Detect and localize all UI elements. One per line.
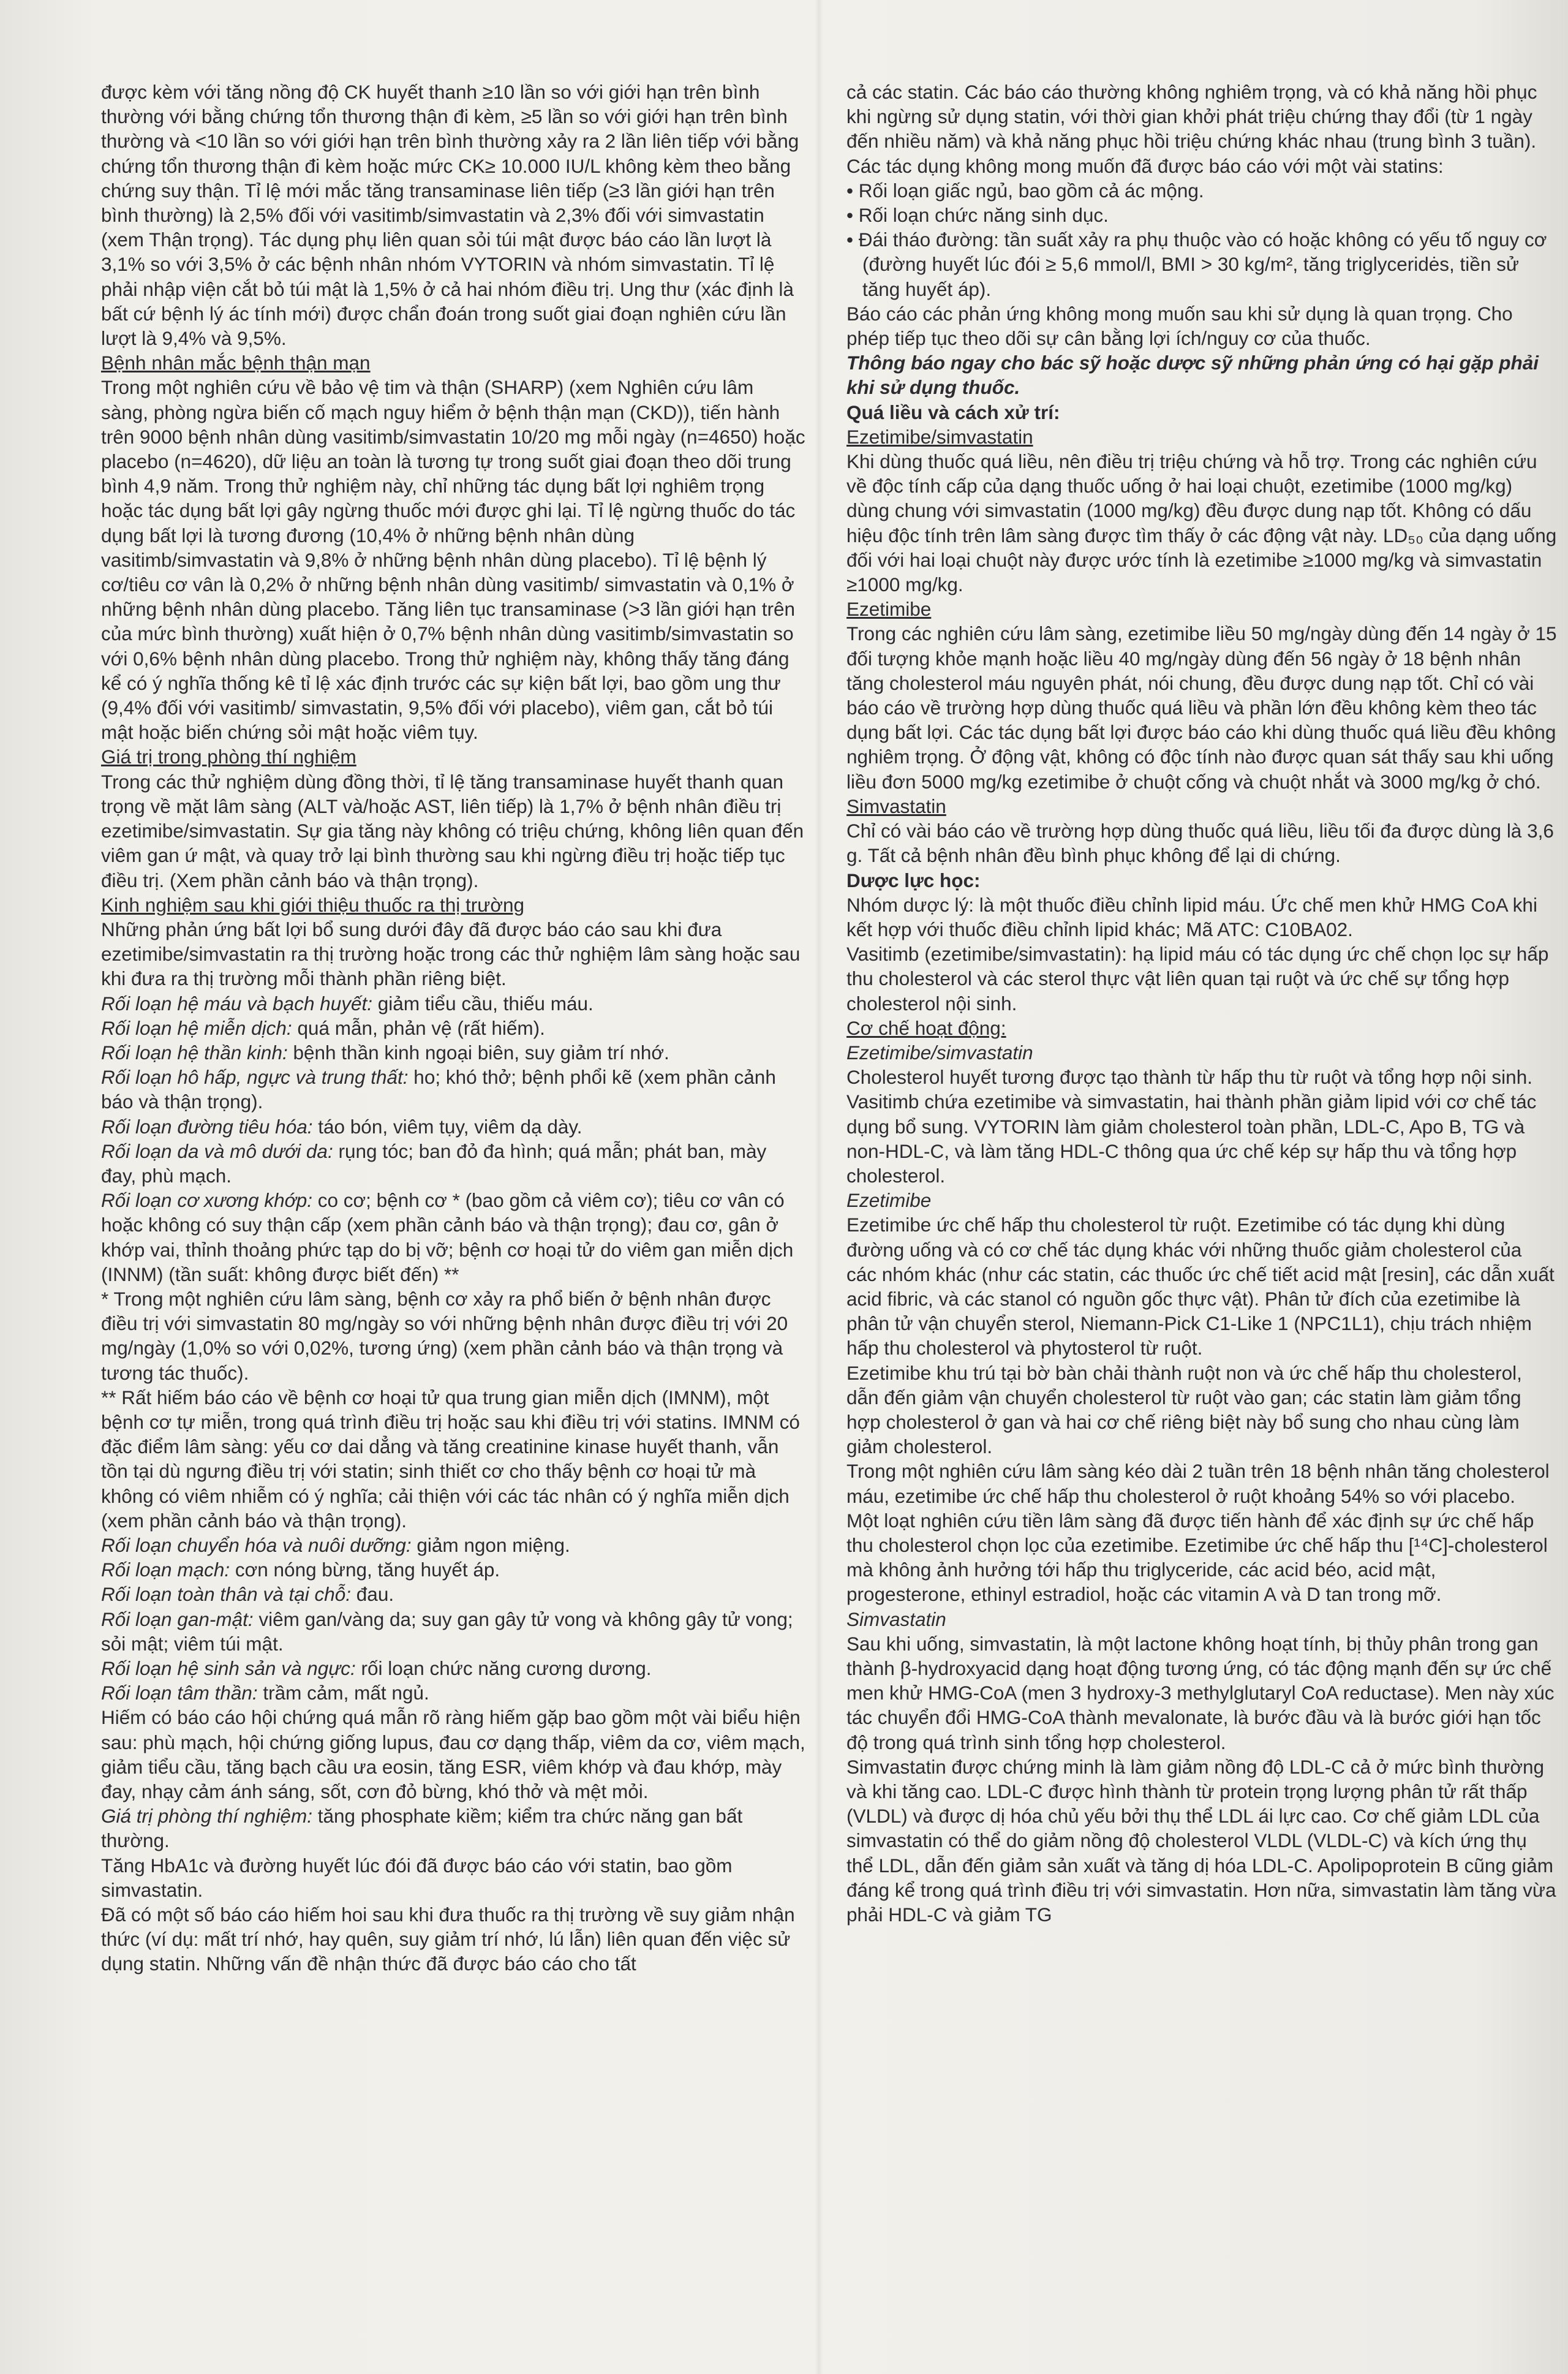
left-column [101,80,805,1976]
left-paragraph: Đã có một số báo cáo hiếm hoi sau khi đưa thuốc ra thị trường về suy giảm nhận thức (ví dụ: mất trí nhớ, hay quên, suy giảm trí nhớ, lú lẫn) liên quan đến việc sử dụng statin. Những vấn đề nhận thức đã được báo cáo cho tất [101,1903,795,1975]
left-entry [101,1040,805,1065]
left-entry [101,1139,805,1188]
entry-label: Rối loạn hô hấp, ngực và trung thất: [101,1066,409,1089]
right-section-heading: Simvastatin [846,795,946,817]
entry-label: Rối loạn toàn thân và tại chỗ: [101,1583,352,1606]
left-entry [101,991,805,1016]
left-entry [101,1533,805,1557]
left-entry [101,1065,805,1114]
entry-label: Rối loạn mạch: [101,1559,230,1581]
entry-label: Rối loạn da và mô dưới da: [101,1140,333,1162]
left-section-heading: Bệnh nhân mắc bệnh thận mạn [101,352,371,374]
left-section-heading: Giá trị trong phòng thí nghiệm [101,746,356,768]
entry-text: bệnh thần kinh ngoại biên, suy giảm trí nhớ. [287,1041,669,1064]
right-paragraph: cả các statin. Các báo cáo thường không nghiêm trọng, và có khả năng hồi phục khi ngừng sử dụng statin, với thời gian khởi phát triệu chứng thay đổi (từ 1 ngày đến nhiều năm) và khả năng phục hồi triệu chứng khác nhau (trung bình 3 tuần). [846,81,1537,153]
right-paragraph: Một loạt nghiên cứu tiền lâm sàng đã được tiến hành để xác định sự ức chế hấp thu cholesterol chọn lọc của ezetimibe. Ezetimibe ức chế hấp thu [¹⁴C]-cholesterol mà không ảnh hưởng tới hấp thu triglyceride, các acid béo, acid mật, progesterone, ethinyl estradiol, hoặc các vitamin A và D tan trong mỡ. [846,1509,1548,1606]
entry-text: rối loạn chức năng cương dương. [355,1657,652,1679]
entry-label: Rối loạn hệ máu và bạch huyết: [101,992,373,1015]
right-paragraph: Nhóm dược lý: là một thuốc điều chỉnh lipid máu. Ức chế men khử HMG CoA khi kết hợp với thuốc điều chỉnh lipid khác; Mã ATC: C10BA02. [846,893,1537,940]
left-paragraph: * Trong một nghiên cứu lâm sàng, bệnh cơ xảy ra phổ biến ở bệnh nhân được điều trị với simvastatin 80 mg/ngày so với những bệnh nhân được điều trị với 20 mg/ngày (1,0% so với 0,02%, tương ứng) (xem phần cảnh báo và thận trọng và tương tác thuốc). [101,1287,788,1384]
right-bold-heading: Quá liều và cách xử trí: [846,401,1060,423]
left-entry [101,1607,805,1656]
right-paragraph: Chỉ có vài báo cáo về trường hợp dùng thuốc quá liều, liều tối đa được dùng là 3,6 g. Tất cả bệnh nhân đều bình phục không để lại di chứng. [846,820,1554,867]
right-column [846,80,1557,1927]
left-entry [101,1656,805,1680]
right-paragraph: Sau khi uống, simvastatin, là một lactone không hoạt tính, bị thủy phân trong gan thành β-hydroxyacid dạng hoạt động tương ứng, có tác động mạnh đến sự ức chế men khử HMG-CoA (men 3 hydroxy-3 methylglutaryl CoA reductase). Men này xúc tác chuyển đổi HMG-CoA thành mevalonate, là bước đầu và là bước giới hạn tốc độ trong quá trình sinh tổng hợp cholesterol. [846,1632,1555,1753]
left-paragraph: ** Rất hiếm báo cáo về bệnh cơ hoại tử qua trung gian miễn dịch (IMNM), một bệnh cơ tự miễn, trong quá trình điều trị hoặc sau khi điều trị với statins. IMNM có đặc điểm lâm sàng: yếu cơ dai dẳng và tăng creatinine kinase huyết thanh, vẫn tồn tại dù ngưng điều trị với statin; sinh thiết cơ cho thấy bệnh cơ hoại tử mà không có viêm nhiễm có ý nghĩa; cải thiện với các tác nhân có ý nghĩa miễn dịch (xem phần cảnh báo và thận trọng). [101,1386,800,1532]
right-emphasis-notice: Thông báo ngay cho bác sỹ hoặc dược sỹ những phản ứng có hại gặp phải khi sử dụng thuốc. [846,352,1539,399]
entry-text: giảm ngon miệng. [411,1533,570,1556]
left-entry [101,1557,805,1582]
entry-label: Rối loạn tâm thần: [101,1682,258,1704]
entry-label: Rối loạn hệ thần kinh: [101,1041,288,1064]
right-bullet-item: • Rối loạn giấc ngủ, bao gồm cả ác mộng. [846,178,1557,203]
right-sub-heading: Ezetimibe [846,1189,932,1212]
entry-text: trầm cảm, mất ngủ. [257,1682,429,1704]
right-paragraph: Báo cáo các phản ứng không mong muốn sau khi sử dụng là quan trọng. Cho phép tiếp tục theo dõi sự cân bằng lợi ích/nguy cơ của thuốc. [846,302,1513,350]
entry-label: Rối loạn hệ miễn dịch: [101,1016,292,1039]
right-bullet-item: • Rối loạn chức năng sinh dục. [846,203,1557,227]
left-entry [101,1114,805,1139]
entry-label: Rối loạn đường tiêu hóa: [101,1115,313,1138]
right-bold-heading: Dược lực học: [846,869,981,891]
entry-label: Rối loạn chuyển hóa và nuôi dưỡng: [101,1533,412,1556]
left-section-heading: Kinh nghiệm sau khi giới thiệu thuốc ra thị trường [101,893,525,916]
left-paragraph: Những phản ứng bất lợi bổ sung dưới đây đã được báo cáo sau khi đưa ezetimibe/simvastatin ra thị trường hoặc trong các thử nghiệm lâm sàng hoặc sau khi đưa ra thị trường mỗi thành phần riêng biệt. [101,918,801,990]
entry-text: rụng tóc; ban đỏ đa hình; quá mẫn; phát ban, mày đay, phù mạch. [101,1140,767,1187]
entry-label: Rối loạn hệ sinh sản và ngực: [101,1657,356,1679]
right-paragraph: Khi dùng thuốc quá liều, nên điều trị triệu chứng và hỗ trợ. Trong các nghiên cứu về độc tính cấp của dạng thuốc uống ở hai loại chuột, ezetimibe (1000 mg/kg) dùng chung với simvastatin (1000 mg/kg) đều được dung nạp tốt. Không có dấu hiệu độc tính trên lâm sàng được tìm thấy ở các động vật này. LD₅₀ của dạng uống đối với hai loại chuột này được ước tính là ezetimibe ≥1000 mg/kg và simvastatin ≥1000 mg/kg. [846,450,1557,596]
entry-label: Rối loạn cơ xương khớp: [101,1189,312,1212]
right-paragraph: Ezetimibe ức chế hấp thu cholesterol từ ruột. Ezetimibe có tác dụng khi dùng đường uống và có cơ chế tác dụng khác với những thuốc giảm cholesterol của các nhóm khác (như các statin, các thuốc ức chế tiết acid mật [resin], các dẫn xuất acid fibric, và các stanol có nguồn gốc thực vật). Phân tử đích của ezetimibe là phân tử vận chuyển sterol, Niemann-Pick C1-Like 1 (NPC1L1), chịu trách nhiệm hấp thu cholesterol và phytosterol từ ruột. [846,1214,1555,1359]
entry-text: táo bón, viêm tụy, viêm dạ dày. [312,1115,582,1138]
right-paragraph: Vasitimb (ezetimibe/simvastatin): hạ lipid máu có tác dụng ức chế chọn lọc sự hấp thu cholesterol và các sterol thực vật liên quan tại ruột và ức chế sự tổng hợp cholesterol nội sinh. [846,943,1549,1015]
entry-text: tăng phosphate kiềm; kiểm tra chức năng gan bất thường. [101,1805,743,1852]
right-bullet-item: • Đái tháo đường: tần suất xảy ra phụ thuộc vào có hoặc không có yếu tố nguy cơ (đường huyết lúc đói ≥ 5,6 mmol/l, BMI > 30 kg/m², tăng triglyceridės, tiền sử tăng huyết áp). [846,227,1557,301]
left-entry [101,1804,805,1853]
entry-text: cơn nóng bừng, tăng huyết áp. [230,1559,500,1581]
left-paragraph: Tăng HbA1c và đường huyết lúc đói đã được báo cáo với statin, bao gồm simvastatin. [101,1854,733,1901]
right-paragraph: Simvastatin được chứng minh là làm giảm nồng độ LDL-C cả ở mức bình thường và khi tăng cao. LDL-C được hình thành từ protein trọng lượng phân tử rất thấp (VLDL) và được dị hóa chủ yếu bởi thụ thể LDL ái lực cao. Cơ chế giảm LDL của simvastatin có thể do giảm nồng độ cholesterol VLDL (VLDL-C) và kích ứng thụ thể LDL, dẫn đến giảm sản xuất và tăng dị hóa LDL-C. Apolipoprotein B cũng giảm đáng kể trong quá trình điều trị với simvastatin. Hơn nữa, simvastatin làm tăng vừa phải HDL-C và giảm TG [846,1755,1556,1926]
left-entry [101,1680,805,1705]
right-section-heading: Ezetimibe [846,598,932,621]
left-paragraph: Trong các thử nghiệm dùng đồng thời, tỉ lệ tăng transaminase huyết thanh quan trọng về mặt lâm sàng (ALT và/hoặc AST, liên tiếp) là 1,7% ở bệnh nhân điều trị ezetimibe/simvastatin. Sự gia tăng này không có triệu chứng, không liên quan đến viêm gan ứ mật, và quay trở lại bình thường sau khi ngừng điều trị hoặc tiếp tục điều trị. (Xem phần cảnh báo và thận trọng). [101,770,804,891]
left-entry [101,1016,805,1040]
entry-text: co cơ; bệnh cơ * (bao gồm cả viêm cơ); tiêu cơ vân có hoặc không có suy thận cấp (xem phần cảnh báo và thận trọng); đau cơ, gân ở khớp vai, thỉnh thoảng phức tạp do bị vỡ; bệnh cơ hoại tử do viêm gan miễn dịch (INNM) (tần suất: không được biết đến) ** [101,1189,794,1285]
right-paragraph: Trong các nghiên cứu lâm sàng, ezetimibe liều 50 mg/ngày dùng đến 14 ngày ở 15 đối tượng khỏe mạnh hoặc liều 40 mg/ngày dùng đến 56 ngày ở 18 bệnh nhân tăng cholesterol máu nguyên phát, nói chung, đều được dung nạp tốt. Chỉ có vài báo cáo về trường hợp dùng thuốc quá liều và phần lớn đều không kèm theo tác dụng bất lợi. Các tác dụng bất lợi được báo cáo khi dùng thuốc quá liều đều không nghiêm trọng. Ở động vật, không có độc tính nào được quan sát thấy sau khi uống liều đơn 5000 mg/kg ezetimibe ở chuột cống và chuột nhắt và 3000 mg/kg ở chó. [846,622,1557,793]
right-sub-heading: Ezetimibe/simvastatin [846,1041,1033,1064]
right-paragraph: Trong một nghiên cứu lâm sàng kéo dài 2 tuần trên 18 bệnh nhân tăng cholesterol máu, ezetimibe ức chế hấp thu cholesterol ở ruột khoảng 54% so với placebo. [846,1460,1550,1507]
right-paragraph: Các tác dụng không mong muốn đã được báo cáo với một vài statins: [846,154,1444,177]
left-paragraph: được kèm với tăng nồng độ CK huyết thanh ≥10 lần so với giới hạn trên bình thường với bằng chứng tổn thương thận đi kèm, ≥5 lần so với giới hạn trên bình thường và <10 lần so với giới hạn trên bình thường xảy ra 2 lần liên tiếp với bằng chứng tổn thương thận đi kèm hoặc mức CK≥ 10.000 IU/L không kèm theo bằng chứng suy thận. Tỉ lệ mới mắc tăng transaminase liên tiếp (≥3 lần giới hạn trên bình thường) là 2,5% đối với vasitimb/simvastatin và 2,3% đối với simvastatin (xem Thận trọng). Tác dụng phụ liên quan sỏi túi mật được báo cáo lần lượt là 3,1% so với 3,5% ở các bệnh nhân nhóm VYTORIN và nhóm simvastatin. Tỉ lệ phải nhập viện cắt bỏ túi mật là 1,5% ở cả hai nhóm điều trị. Ung thư (xác định là bất cứ bệnh lý ác tính mới) được chẩn đoán trong suốt giai đoạn nghiên cứu lần lượt là 9,4% và 9,5%. [101,81,799,350]
entry-text: viêm gan/vàng da; suy gan gây tử vong và không gây tử vong; sỏi mật; viêm túi mật. [101,1608,793,1655]
left-entry [101,1188,805,1287]
entry-label: Rối loạn gan-mật: [101,1608,254,1630]
right-paragraph: Ezetimibe khu trú tại bờ bàn chải thành ruột non và ức chế hấp thu cholesterol, dẫn đến giảm vận chuyển cholesterol từ ruột vào gan; các statin làm giảm tổng hợp cholesterol ở gan và hai cơ chế riêng biệt này bổ sung cho nhau cùng làm giảm cholesterol. [846,1361,1522,1458]
right-paragraph: Cholesterol huyết tương được tạo thành từ hấp thu từ ruột và tổng hợp nội sinh. Vasitimb chứa ezetimibe và simvastatin, hai thành phần giảm lipid với cơ chế tác dụng bổ sung. VYTORIN làm giảm cholesterol toàn phần, LDL-C, Apo B, TG và non-HDL-C, và làm tăng HDL-C thông qua ức chế kép sự hấp thu và tổng hợp cholesterol. [846,1066,1537,1187]
entry-text: quá mẫn, phản vệ (rất hiếm). [292,1016,545,1039]
right-section-heading: Cơ chế hoạt động: [846,1016,1006,1039]
right-sub-heading: Simvastatin [846,1608,946,1630]
left-entry [101,1582,805,1606]
right-section-heading: Ezetimibe/simvastatin [846,425,1033,448]
entry-label: Giá trị phòng thí nghiệm: [101,1805,312,1828]
paper-fold [815,0,823,2374]
entry-text: đau. [351,1583,394,1606]
left-paragraph: Trong một nghiên cứu về bảo vệ tim và thận (SHARP) (xem Nghiên cứu lâm sàng, phòng ngừa biến cố mạch nguy hiểm ở bệnh thận mạn (CKD)), tiến hành trên 9000 bệnh nhân dùng vasitimb/simvastatin 10/20 mg mỗi ngày (n=4650) hoặc placebo (n=4620), dữ liệu an toàn là tương tự trong suốt giai đoạn theo dõi trung bình 4,9 năm. Trong thử nghiệm này, chỉ những tác dụng bất lợi nghiêm trọng hoặc tác dụng bất lợi gây ngừng thuốc mới được ghi lại. Tỉ lệ ngừng thuốc do tác dụng bất lợi là tương đương (10,4% ở những bệnh nhân dùng vasitimb/simvastatin và 9,8% ở những bệnh nhân dùng placebo). Tỉ lệ bệnh lý cơ/tiêu cơ vân là 0,2% ở những bệnh nhân dùng vasitimb/ simvastatin và 0,1% ở những bệnh nhân dùng placebo. Tăng liên tục transaminase (>3 lần giới hạn trên của mức bình thường) xuất hiện ở 0,7% bệnh nhân dùng vasitimb/simvastatin so với 0,6% bệnh nhân dùng placebo. Trong thử nghiệm này, không thấy tăng đáng kể có ý nghĩa thống kê tỉ lệ xác định trước các sự kiện bất lợi, bao gồm ung thư (9,4% đối với vasitimb/ simvastatin, 9,5% đối với placebo), viêm gan, cắt bỏ túi mật hoặc biến chứng sỏi mật hoặc viêm tụy. [101,376,805,744]
entry-text: ho; khó thở; bệnh phổi kẽ (xem phần cảnh báo và thận trọng). [101,1066,776,1113]
entry-text: giảm tiểu cầu, thiếu máu. [372,992,594,1015]
left-paragraph: Hiếm có báo cáo hội chứng quá mẫn rõ ràng hiếm gặp bao gồm một vài biểu hiện sau: phù mạch, hội chứng giống lupus, đau cơ dạng thấp, viêm da cơ, viêm mạch, giảm tiểu cầu, tăng bạch cầu ưa eosin, tăng ESR, viêm khớp và đau khớp, mày đay, nhạy cảm ánh sáng, sốt, cơn đỏ bừng, khó thở và mệt mỏi. [101,1706,805,1803]
